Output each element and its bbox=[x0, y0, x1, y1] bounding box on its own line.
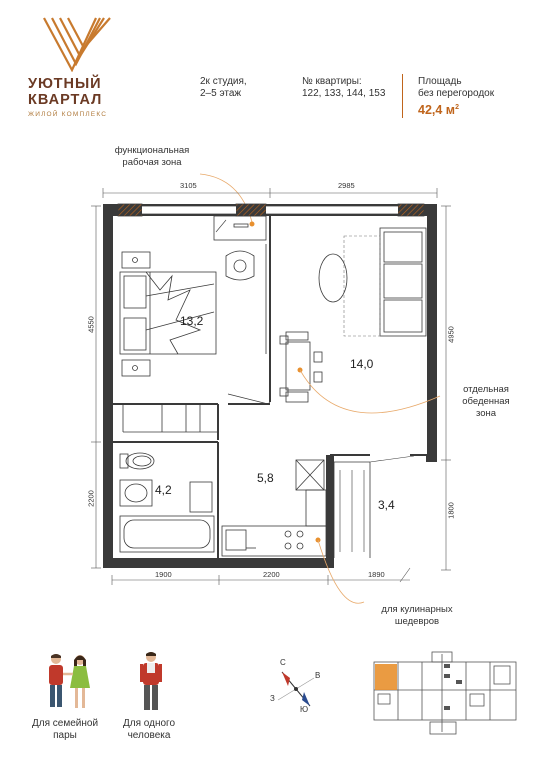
bathroom-fixtures bbox=[120, 453, 214, 552]
single-figure-icon bbox=[136, 650, 166, 712]
dim-bottom-1: 1900 bbox=[155, 570, 172, 579]
brand-name-line1: УЮТНЫЙ bbox=[28, 76, 102, 92]
brand-subtitle: ЖИЛОЙ КОМПЛЕКС bbox=[28, 111, 108, 118]
apartment-type-line1: 2к студия, bbox=[200, 76, 247, 87]
area-label-line2: без перегородок bbox=[418, 88, 495, 99]
work-zone-line2: рабочая зона bbox=[122, 157, 182, 168]
culinary-note bbox=[362, 604, 472, 628]
desk bbox=[214, 216, 266, 280]
compass-west: З bbox=[270, 694, 275, 703]
family-label bbox=[20, 718, 110, 742]
kitchen bbox=[222, 460, 326, 556]
compass-north: С bbox=[280, 658, 286, 667]
dim-left-top: 4550 bbox=[86, 316, 96, 333]
area-value-sup: 2 bbox=[455, 104, 459, 111]
culinary-line2: шедевров bbox=[394, 616, 440, 627]
dining-line3: зона bbox=[475, 408, 497, 419]
room-area-bath: 4,2 bbox=[155, 483, 172, 497]
culinary-leader bbox=[318, 540, 364, 603]
sofa bbox=[380, 228, 426, 336]
brand-name-line2: КВАРТАЛ bbox=[28, 92, 103, 108]
dining-line1: отдельная bbox=[463, 384, 509, 395]
compass-south: Ю bbox=[300, 705, 309, 714]
family-line1: Для семейной bbox=[31, 718, 99, 729]
bed bbox=[120, 272, 216, 354]
dining-table bbox=[280, 332, 322, 402]
apartment-numbers-value: 122, 133, 144, 153 bbox=[302, 88, 386, 99]
coffee-table bbox=[319, 254, 347, 302]
work-zone-dot bbox=[250, 222, 255, 227]
dim-top-right: 2985 bbox=[338, 181, 355, 190]
room-area-storage: 3,4 bbox=[378, 498, 395, 512]
family-line2: пары bbox=[53, 730, 77, 741]
compass-east: В bbox=[315, 671, 321, 680]
single-line1: Для одного bbox=[122, 718, 176, 729]
area-value-number: 42,4 м bbox=[418, 103, 456, 118]
building-key-plan bbox=[370, 650, 520, 740]
dining-leader bbox=[300, 370, 440, 413]
dining-zone-note bbox=[446, 384, 526, 420]
room-area-living: 14,0 bbox=[350, 357, 374, 371]
apartment-numbers-label: № квартиры: bbox=[302, 76, 362, 87]
single-label bbox=[104, 718, 194, 742]
dining-line2: обеденная bbox=[462, 396, 510, 407]
compass-icon bbox=[268, 660, 328, 716]
dim-left-bottom: 2200 bbox=[86, 490, 96, 507]
dim-bottom-3: 1890 bbox=[368, 570, 385, 579]
single-line2: человека bbox=[127, 730, 171, 741]
apartment-type-line2: 2–5 этаж bbox=[200, 88, 242, 99]
dim-right-top: 4950 bbox=[446, 326, 456, 343]
dim-right-bottom: 1800 bbox=[446, 502, 456, 519]
area-label-line1: Площадь bbox=[418, 76, 462, 87]
dim-bottom-2: 2200 bbox=[263, 570, 280, 579]
rug bbox=[344, 236, 380, 336]
room-area-bedroom: 13,2 bbox=[180, 314, 204, 328]
work-zone-line1: функциональная bbox=[114, 145, 190, 156]
dim-top-left: 3105 bbox=[180, 181, 197, 190]
couple-figure-icon bbox=[40, 652, 100, 712]
room-area-hall: 5,8 bbox=[257, 471, 274, 485]
culinary-line1: для кулинарных bbox=[381, 604, 453, 615]
